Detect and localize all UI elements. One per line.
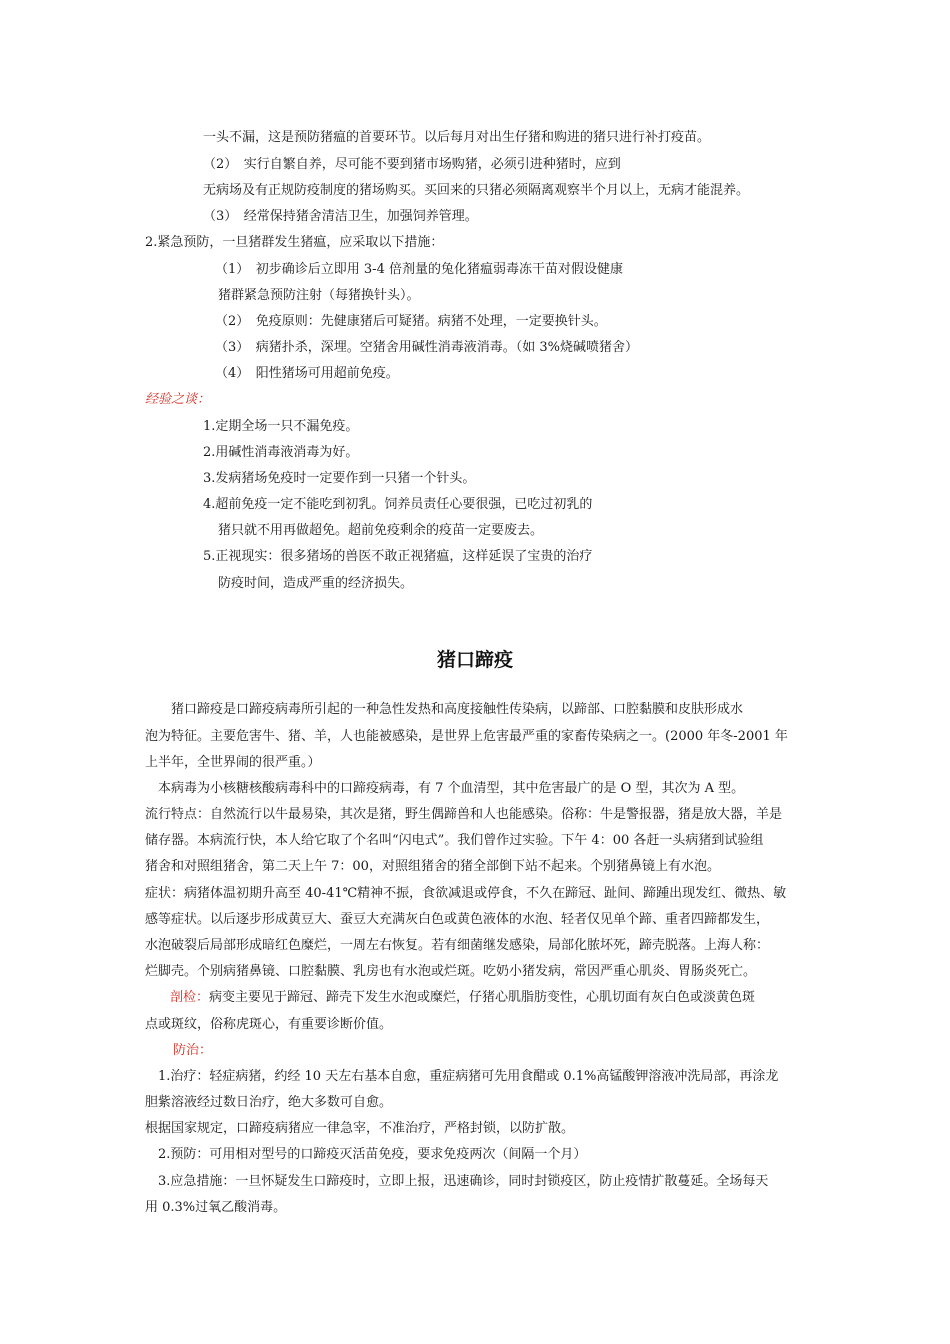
list-item: 5.正视现实：很多猪场的兽医不敢正视猪瘟，这样延误了宝贵的治疗 [203, 549, 593, 564]
text-line: 无病场及有正规防疫制度的猪场购买。买回来的只猪必须隔离观察半个月以上，无病才能混养。 [203, 183, 750, 198]
paragraph-line: 胆紫溶液经过数日治疗，绝大多数可自愈。 [145, 1095, 393, 1110]
list-item: （3） 病猪扑杀，深埋。空猪舍用碱性消毒液消毒。（如 3%烧碱喷猪舍） [215, 340, 639, 355]
paragraph-line: 流行特点：自然流行以牛最易染，其次是猪，野生偶蹄兽和人也能感染。俗称：牛是警报器，猪是放大器，羊是 [145, 807, 783, 822]
paragraph-line: 储存器。本病流行快，本人给它取了个名叫“闪电式”。我们曾作过实验。下午 4：00 各赶一头病猪到试验组 [145, 833, 764, 848]
list-item: （2） 实行自繁自养，尽可能不要到猪市场购猪，必须引进种猪时，应到 [203, 157, 621, 172]
paragraph-line: 水泡破裂后局部形成暗红色糜烂，一周左右恢复。若有细菌继发感染，局部化脓坏死，蹄壳脱落。上海人称： [145, 938, 770, 953]
paragraph-line: 症状：病猪体温初期升高至 40-41℃精神不振，食欲减退或停食，不久在蹄冠、趾间、蹄踵出现发红、微热、敏 [145, 886, 787, 901]
list-item: 4.超前免疫一定不能吃到初乳。饲养员责任心要很强，已吃过初乳的 [203, 497, 593, 512]
text-line: 猪群紧急预防注射（每猪换针头）。 [218, 288, 420, 303]
text-line: 猪只就不用再做超免。超前免疫剩余的疫苗一定要废去。 [218, 523, 544, 538]
necropsy-line [170, 989, 755, 1007]
paragraph-line: 根据国家规定，口蹄疫病猪应一律急宰，不准治疗，严格封锁，以防扩散。 [145, 1121, 575, 1136]
section-heading: 2.紧急预防，一旦猪群发生猪瘟，应采取以下措施： [145, 235, 444, 250]
paragraph-line: 烂脚壳。个别病猪鼻镜、口腔黏膜、乳房也有水泡或烂斑。吃奶小猪发病，常因严重心肌炎、胃肠炎死亡。 [145, 964, 757, 979]
list-item: （1） 初步确诊后立即用 3-4 倍剂量的兔化猪瘟弱毒冻干苗对假设健康 [215, 262, 623, 277]
paragraph-line: 1.治疗：轻症病猪，约经 10 天左右基本自愈，重症病猪可先用食醋或 0.1%高锰酸钾溶液冲洗局部，再涂龙 [145, 1069, 779, 1084]
list-item: 3.发病猪场免疫时一定要作到一只猪一个针头。 [203, 471, 476, 486]
necropsy-text: 病变主要见于蹄冠、蹄壳下发生水泡或糜烂，仔猪心肌脂肪变性，心肌切面有灰白色或淡黄色斑 [209, 990, 756, 1005]
paragraph-line: 感等症状。以后逐步形成黄豆大、蚕豆大充满灰白色或黄色液体的水泡、轻者仅见单个蹄、重者四蹄都发生， [145, 912, 770, 927]
list-item: （4） 阳性猪场可用超前免疫。 [215, 366, 399, 381]
text-line: 一头不漏，这是预防猪瘟的首要环节。以后每月对出生仔猪和购进的猪只进行补打疫苗。 [203, 130, 711, 145]
list-item: （3） 经常保持猪舍清洁卫生，加强饲养管理。 [203, 209, 478, 224]
paragraph-line: 泡为特征。主要危害牛、猪、羊，人也能被感染，是世界上危害最严重的家畜传染病之一。(2000 年冬-2001 年 [145, 729, 788, 744]
paragraph-line: 猪口蹄疫是口蹄疫病毒所引起的一种急性发热和高度接触性传染病，以蹄部、口腔黏膜和皮肤形成水 [145, 702, 744, 717]
list-item: （2） 免疫原则：先健康猪后可疑猪。病猪不处理，一定要换针头。 [215, 314, 607, 329]
paragraph-line: 本病毒为小核糖核酸病毒科中的口蹄疫病毒，有 7 个血清型，其中危害最广的是 O 型，其次为 A 型。 [145, 781, 745, 796]
list-item: 2.用碱性消毒液消毒为好。 [203, 445, 359, 460]
paragraph-line: 上半年，全世界闹的很严重。） [145, 755, 321, 770]
list-item: 1.定期全场一只不漏免疫。 [203, 419, 359, 434]
text-line: 防疫时间，造成严重的经济损失。 [218, 576, 414, 591]
paragraph-line: 用 0.3%过氧乙酸消毒。 [145, 1200, 287, 1215]
experience-title: 经验之谈： [145, 392, 211, 407]
paragraph-line: 点或斑纹，俗称虎斑心，有重要诊断价值。 [145, 1017, 393, 1032]
necropsy-label: 剖检： [170, 990, 210, 1005]
paragraph-line: 3.应急措施：一旦怀疑发生口蹄疫时，立即上报，迅速确诊，同时封锁疫区，防止疫情扩散蔓延。全场每天 [145, 1174, 769, 1189]
treatment-label: 防治： [173, 1043, 213, 1058]
section-title: 猪口蹄疫 [436, 649, 513, 671]
paragraph-line: 猪舍和对照组猪舍，第二天上午 7：00，对照组猪舍的猪全部倒下站不起来。个别猪鼻镜上有水泡。 [145, 859, 720, 874]
paragraph-line: 2.预防：可用相对型号的口蹄疫灭活苗免疫，要求免疫两次（间隔一个月） [145, 1147, 587, 1162]
